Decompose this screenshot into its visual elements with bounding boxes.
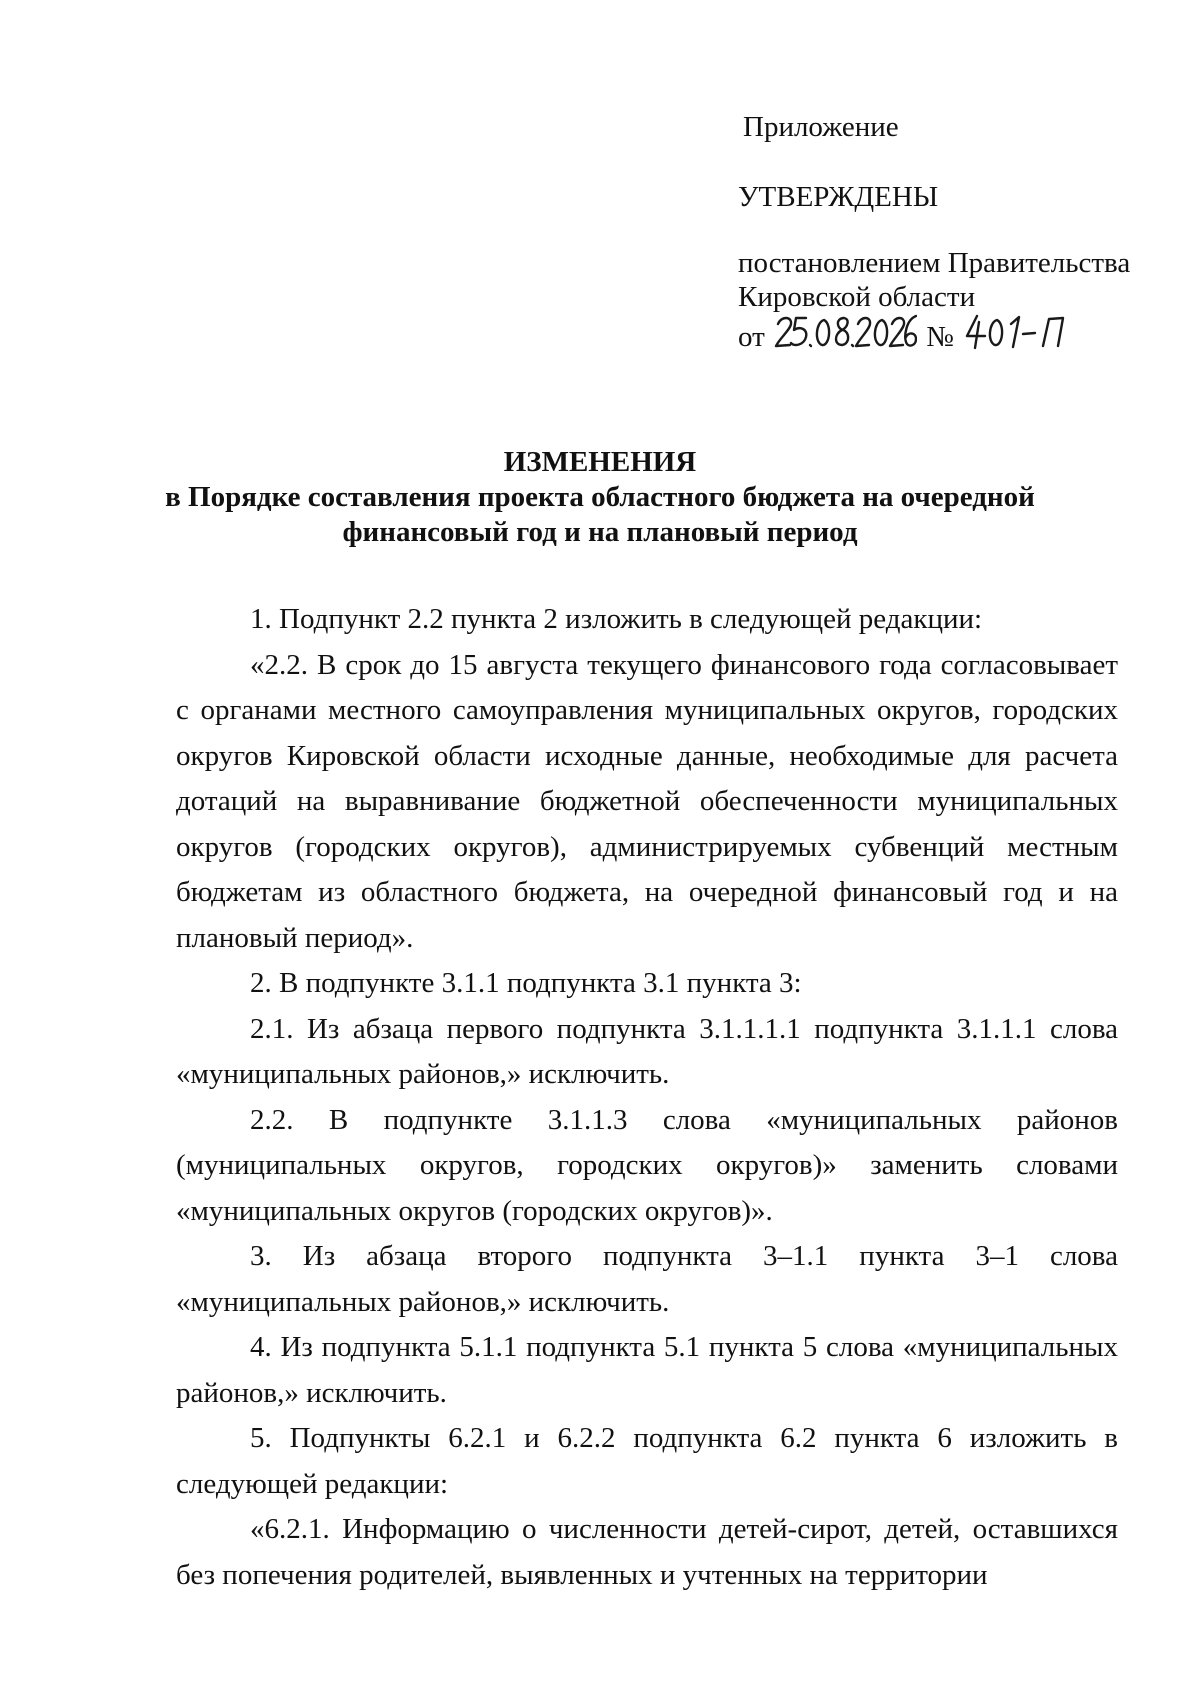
handwritten-date: [772, 310, 917, 354]
document-heading: [150, 445, 1050, 550]
paragraph-5: 2.2. В подпункте 3.1.1.3 слова «муниципальных районов (муниципальных округов, городских округов)» заменить словами «муниципальных округов (городских округов)».: [176, 1103, 1118, 1227]
approved-label: УТВЕРЖДЕНЫ: [738, 181, 939, 213]
paragraph-8: 5. Подпункты 6.2.1 и 6.2.2 подпункта 6.2 пункта 6 изложить в следующей редакции:: [176, 1422, 1118, 1500]
document-subtitle-line-1: в Порядке составления проекта областного бюджета на очередной: [165, 481, 1035, 513]
document-subtitle-line-2: финансовый год и на плановый период: [342, 516, 858, 548]
appendix-label: Приложение: [743, 111, 899, 143]
number-prefix: №: [926, 321, 954, 353]
date-prefix: от: [738, 321, 765, 353]
document-title: ИЗМЕНЕНИЯ: [503, 446, 697, 478]
decree-line: постановлением Правительства: [738, 247, 1131, 279]
paragraph-6: 3. Из абзаца второго подпункта 3–1.1 пункта 3–1 слова «муниципальных районов,» исключить.: [176, 1240, 1118, 1318]
document-body: [176, 597, 1118, 1598]
paragraph-2: «2.2. В срок до 15 августа текущего финансового года согласовывает с органами местного самоуправления муниципальных округов, городских округов Кировской области исходные данные, необходимые для расчета дотаций на выравнивание бюджетной обеспеченности муниципальных округов (городских округов), администрируемых субвенций местным бюджетам из областного бюджета, на очередной финансовый год и на плановый период».: [176, 648, 1118, 954]
paragraph-4: 2.1. Из абзаца первого подпункта 3.1.1.1.1 подпункта 3.1.1.1 слова «муниципальных районов,» исключить.: [176, 1012, 1118, 1090]
region-line: Кировской области: [738, 281, 976, 313]
paragraph-7: 4. Из подпункта 5.1.1 подпункта 5.1 пункта 5 слова «муниципальных районов,» исключить.: [176, 1331, 1118, 1409]
paragraph-1: 1. Подпункт 2.2 пункта 2 изложить в следующей редакции:: [250, 603, 983, 635]
date-number-line: [738, 310, 1066, 354]
paragraph-3: 2. В подпункте 3.1.1 подпункта 3.1 пункта 3:: [250, 967, 802, 999]
handwritten-number: [961, 310, 1066, 354]
paragraph-9: «6.2.1. Информацию о численности детей-сирот, детей, оставшихся без попечения родителей, выявленных и учтенных на территории: [176, 1513, 1118, 1591]
